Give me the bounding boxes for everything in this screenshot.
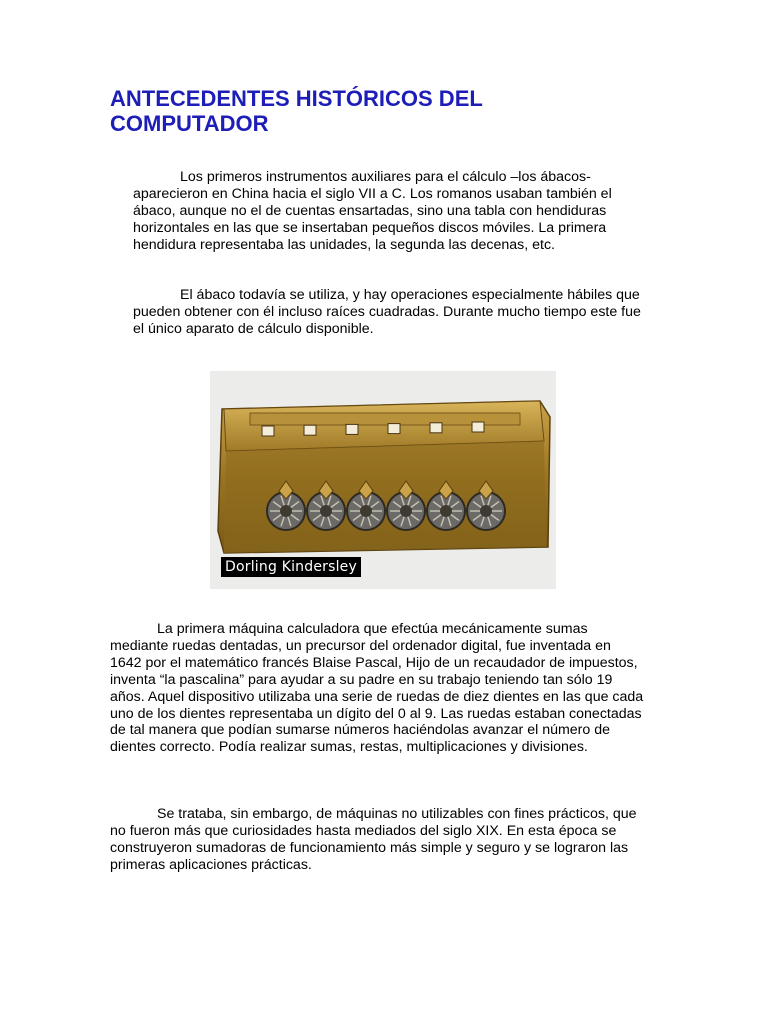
paragraph-1: Los primeros instrumentos auxiliares para el cálculo –los ábacos- aparecieron en China hacia el siglo VII a C. Los romanos usaban también el ábaco, aunque no el de cuentas ensartadas, sino una tabla con hendiduras horizontales en las que se insertaban pequeños discos móviles. La primera hendidura representaba las unidades, la segunda las decenas, etc. bbox=[133, 169, 612, 253]
display-window bbox=[346, 424, 358, 434]
paragraph-3: La primera máquina calculadora que efectúa mecánicamente sumas mediante ruedas dentadas, un precursor del ordenador digital, fue inventada en 1642 por el matemático francés Blaise Pascal, Hijo de un recaudador de impuestos, inventa “la pascalina” para ayudar a su padre en su trabajo teniendo tan sólo 19 años. Aquel dispositivo utilizaba una serie de ruedas de diez dientes en las que cada uno de los dientes representaba un dígito del 0 al 9. Las ruedas estaban conectadas de tal manera que podían sumarse números haciéndolas avanzar el número de dientes correcto. Podía realizar sumas, restas, multiplicaciones y divisiones. bbox=[110, 621, 644, 756]
paragraph-4: Se trataba, sin embargo, de máquinas no utilizables con fines prácticos, que no fueron más que curiosidades hasta mediados del siglo XIX. En esta época se construyeron sumadoras de funcionamiento más simple y seguro y se lograron las primeras aplicaciones prácticas. bbox=[110, 806, 637, 873]
display-window bbox=[388, 424, 400, 434]
document-title: ANTECEDENTES HISTÓRICOS DEL COMPUTADOR bbox=[110, 86, 483, 136]
display-window bbox=[472, 422, 484, 432]
display-window bbox=[430, 423, 442, 433]
photo-credit: Dorling Kindersley bbox=[221, 557, 361, 577]
display-window bbox=[304, 425, 316, 435]
pascaline-photo bbox=[210, 371, 556, 589]
display-window bbox=[262, 426, 274, 436]
paragraph-2: El ábaco todavía se utiliza, y hay operaciones especialmente hábiles que pueden obtener con él incluso raíces cuadradas. Durante mucho tiempo este fue el único aparato de cálculo disponible. bbox=[133, 287, 641, 337]
